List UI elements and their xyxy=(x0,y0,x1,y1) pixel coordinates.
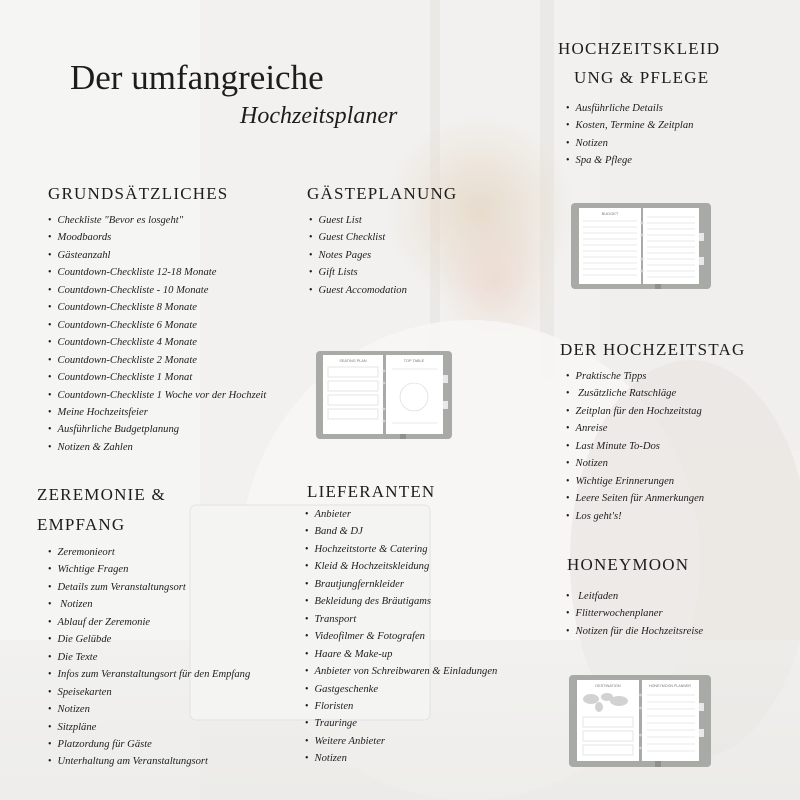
list-item: • Ablauf der Zeremonie xyxy=(48,614,250,631)
list-item: • Gift Lists xyxy=(309,264,407,281)
list-item: • Die Texte xyxy=(48,649,250,666)
list-item: • Notizen xyxy=(566,135,693,152)
list-item: • Anbieter von Schreibwaren & Einladungen xyxy=(305,663,497,680)
list-item: • Wichtige Fragen xyxy=(48,561,250,578)
planner-image-budget xyxy=(571,203,711,289)
list-item: • Moodbaords xyxy=(48,229,266,246)
section-list-tag xyxy=(566,368,704,525)
seating-page-title: SEATING PLAN xyxy=(339,359,367,363)
section-list-grund xyxy=(48,212,266,456)
list-item: • Unterhaltung am Veranstaltungsort xyxy=(48,753,250,770)
list-item: • Ausführliche Budgetplanung xyxy=(48,421,266,438)
list-item: • Notizen xyxy=(48,701,250,718)
list-item: • Details zum Veranstaltungsort xyxy=(48,579,250,596)
list-item: • Los geht's! xyxy=(566,508,704,525)
section-heading-grund: GRUNDSÄTZLICHES xyxy=(48,184,229,203)
section-list-kleid xyxy=(566,100,693,170)
list-item: • Guest List xyxy=(309,212,407,229)
list-item: • Countdown-Checkliste 2 Monate xyxy=(48,352,266,369)
section-heading-tag: DER HOCHZEITSTAG xyxy=(560,340,746,359)
section-heading-honeymoon: HONEYMOON xyxy=(567,555,690,574)
section-heading-zeremonie: ZEREMONIE & xyxy=(37,485,166,504)
list-item: • Zeremonieort xyxy=(48,544,250,561)
list-item: • Notizen für die Hochzeitsreise xyxy=(566,623,703,640)
list-item: • Notes Pages xyxy=(309,247,407,264)
section-list-lieferanten xyxy=(305,506,497,768)
list-item: • Checkliste "Bevor es losgeht" xyxy=(48,212,266,229)
list-item: • Guest Checklist xyxy=(309,229,407,246)
section-heading-gaeste: GÄSTEPLANUNG xyxy=(307,184,458,203)
list-item: • Floristen xyxy=(305,698,497,715)
section-heading-lieferanten: LIEFERANTEN xyxy=(307,482,436,501)
page-title: Der umfangreiche xyxy=(70,58,324,97)
list-item: • Countdown-Checkliste 12-18 Monate xyxy=(48,264,266,281)
planner-image-honeymoon xyxy=(569,675,711,767)
list-item: • Trauringe xyxy=(305,715,497,732)
list-item: • Gastgeschenke xyxy=(305,681,497,698)
list-item: • Notizen xyxy=(305,750,497,767)
section-heading-zeremonie-cont: EMPFANG xyxy=(37,515,126,534)
list-item: • Videofilmer & Fotografen xyxy=(305,628,497,645)
list-item: • Band & DJ xyxy=(305,523,497,540)
list-item: • Countdown-Checkliste 1 Woche vor der Hochzeit xyxy=(48,387,266,404)
list-item: • Meine Hochzeitsfeier xyxy=(48,404,266,421)
list-item: • Hochzeitstorte & Catering xyxy=(305,541,497,558)
destination-page-title: DESTINATION xyxy=(595,684,621,688)
list-item: • Zeitplan für den Hochzeitstag xyxy=(566,403,704,420)
section-list-honeymoon xyxy=(566,588,703,640)
list-item: • Spa & Pflege xyxy=(566,152,693,169)
list-item: • Infos zum Veranstaltungsort für den Empfang xyxy=(48,666,250,683)
list-item: • Gästeanzahl xyxy=(48,247,266,264)
list-item: • Countdown-Checkliste 4 Monate xyxy=(48,334,266,351)
planner-image-seating xyxy=(316,351,452,439)
section-heading-kleid: HOCHZEITSKLEID xyxy=(558,39,721,58)
list-item: • Bekleidung des Bräutigams xyxy=(305,593,497,610)
list-item: • Brautjungfernkleider xyxy=(305,576,497,593)
list-item: • Haare & Make-up xyxy=(305,646,497,663)
list-item: • Flitterwochenplaner xyxy=(566,605,703,622)
list-item: • Speisekarten xyxy=(48,684,250,701)
list-item: • Notizen xyxy=(48,596,250,613)
list-item: • Countdown-Checkliste 8 Monate xyxy=(48,299,266,316)
list-item: • Leere Seiten für Anmerkungen xyxy=(566,490,704,507)
section-list-zeremonie xyxy=(48,544,250,771)
list-item: • Platzordung für Gäste xyxy=(48,736,250,753)
list-item: • Ausführliche Details xyxy=(566,100,693,117)
section-heading-kleid-cont: UNG & PFLEGE xyxy=(574,68,710,87)
list-item: • Die Gelübde xyxy=(48,631,250,648)
list-item: • Kosten, Termine & Zeitplan xyxy=(566,117,693,134)
honeymoon-planner-page-title: HONEYMOON PLANNER xyxy=(649,684,691,688)
list-item: • Leitfaden xyxy=(566,588,703,605)
list-item: • Countdown-Checkliste 6 Monate xyxy=(48,317,266,334)
list-item: • Wichtige Erinnerungen xyxy=(566,473,704,490)
list-item: • Zusätzliche Ratschläge xyxy=(566,385,704,402)
list-item: • Notizen & Zahlen xyxy=(48,439,266,456)
list-item: • Transport xyxy=(305,611,497,628)
list-item: • Anbieter xyxy=(305,506,497,523)
list-item: • Countdown-Checkliste - 10 Monate xyxy=(48,282,266,299)
section-list-gaeste xyxy=(309,212,407,299)
list-item: • Sitzpläne xyxy=(48,719,250,736)
budget-page-title: BUDGET xyxy=(601,211,619,216)
top-table-page-title: TOP TABLE xyxy=(403,359,425,363)
list-item: • Notizen xyxy=(566,455,704,472)
list-item: • Last Minute To-Dos xyxy=(566,438,704,455)
list-item: • Guest Accomodation xyxy=(309,282,407,299)
list-item: • Kleid & Hochzeitskleidung xyxy=(305,558,497,575)
list-item: • Anreise xyxy=(566,420,704,437)
list-item: • Weitere Anbieter xyxy=(305,733,497,750)
list-item: • Countdown-Checkliste 1 Monat xyxy=(48,369,266,386)
page-subtitle: Hochzeitsplaner xyxy=(240,103,398,129)
list-item: • Praktische Tipps xyxy=(566,368,704,385)
